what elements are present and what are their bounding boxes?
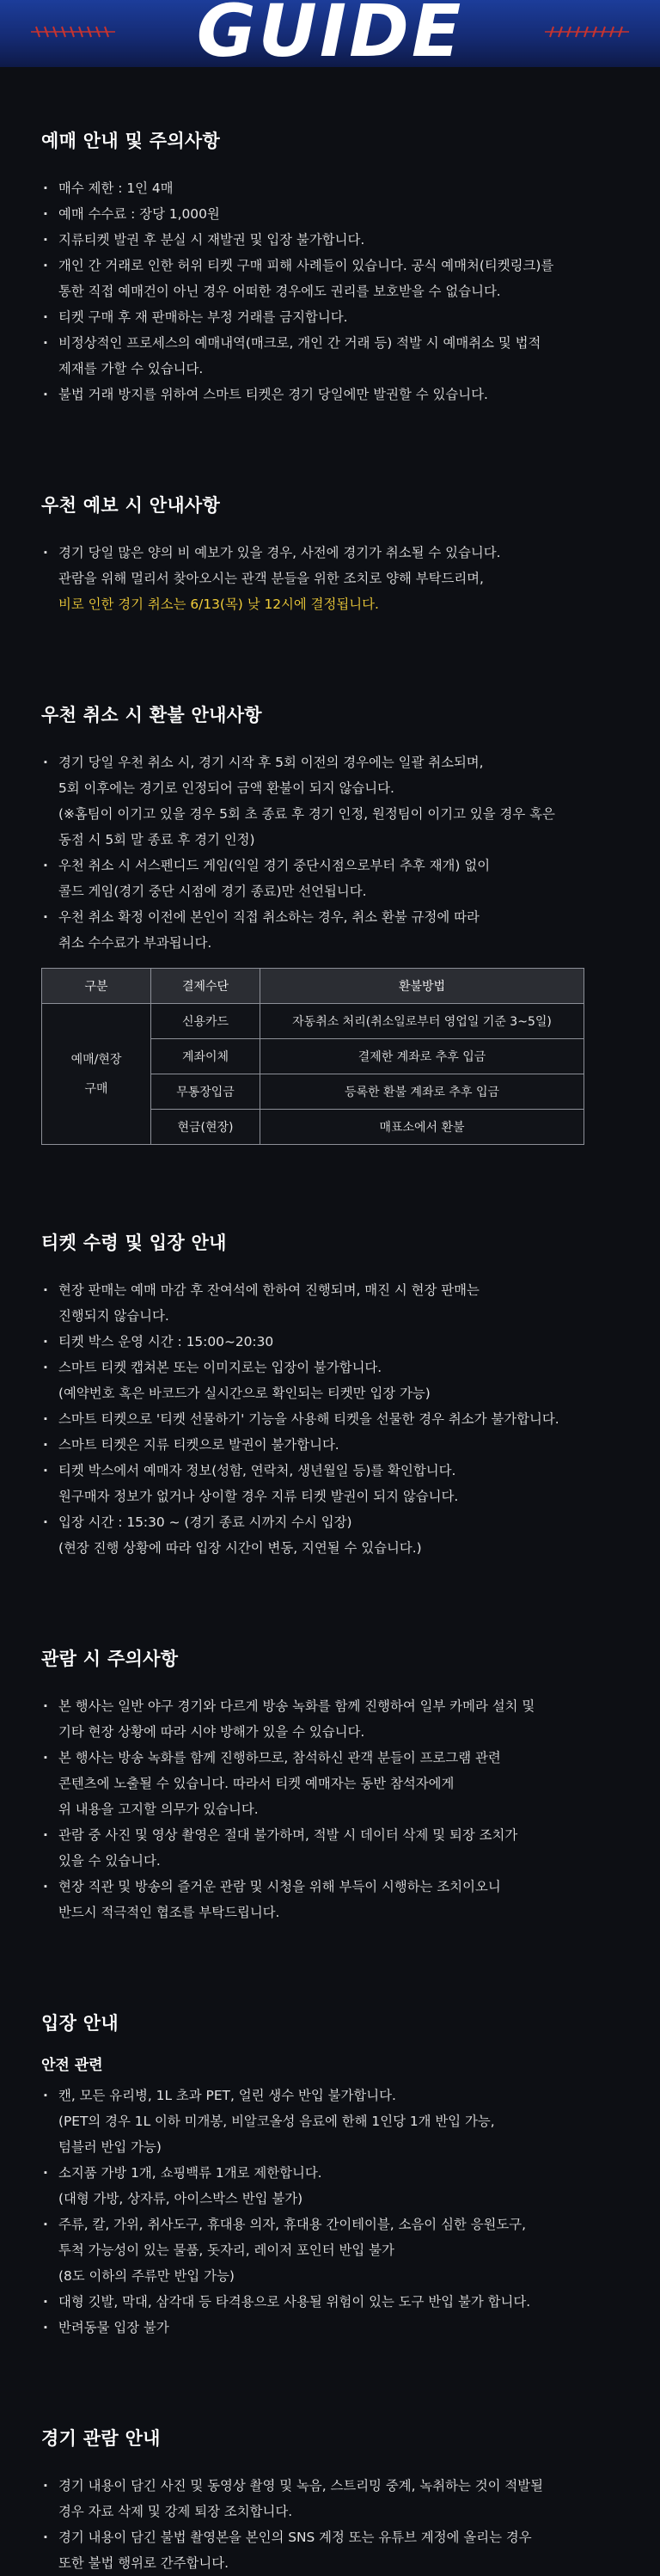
list-item: · 현장 판매는 예매 마감 후 잔여석에 한하여 진행되며, 매진 시 현장 판매는 진행되지 않습니다.: [41, 1277, 626, 1329]
list-item: · 스마트 티켓 캡쳐본 또는 이미지로는 입장이 불가합니다. (예약번호 혹은 바코드가 실시간으로 확인되는 티켓만 입장 가능): [41, 1355, 626, 1406]
section-heading: 입장 안내: [41, 2013, 119, 2034]
list-item: · 경기 내용이 담긴 사진 및 동영상 촬영 및 녹음, 스트리밍 중계, 녹취하는 것이 적발될 경우 자료 삭제 및 강제 퇴장 조치합니다.: [41, 2473, 626, 2524]
section-subheading: 안전 관련: [41, 2057, 103, 2074]
table-cell: 자동취소 처리(취소일로부터 영업일 기준 3~5일): [260, 1004, 584, 1039]
table-cell: 매표소에서 환불: [260, 1110, 584, 1145]
table-cell-group: 예매/현장 구매: [42, 1004, 151, 1145]
list-item: · 경기 내용이 담긴 불법 촬영본을 본인의 SNS 계정 또는 유튜브 계정에 올리는 경우 또한 불법 행위로 간주합니다.: [41, 2524, 626, 2576]
list-item-warning: · 비정상적인 프로세스의 예매내역(매크로, 개인 간 거래 등) 적발 시 예매취소 및 법적 제재를 가할 수 있습니다.: [41, 330, 626, 382]
section-heading: 우천 취소 시 환불 안내사항: [41, 705, 262, 725]
list-item: · 스마트 티켓은 지류 티켓으로 발권이 불가합니다.: [41, 1432, 626, 1458]
list-item-warning: · 개인 간 거래로 인한 허위 티켓 구매 피해 사례들이 있습니다. 공식 예매처(티켓링크)를 통한 직접 예매건이 아닌 경우 어떠한 경우에도 권리를 보호받을 수 없습니다.: [41, 253, 626, 304]
table-cell: 현금(현장): [151, 1110, 260, 1145]
table-header: 결제수단: [151, 969, 260, 1004]
notice-list: [41, 2083, 626, 2340]
baseball-stitch-icon: [545, 22, 629, 41]
table-cell: 계좌이체: [151, 1039, 260, 1074]
table-row: [42, 1004, 584, 1039]
notice-list: [41, 175, 626, 407]
rain-decision-notice: 비로 인한 경기 취소는 6/13(목) 낮 12시에 결정됩니다.: [58, 597, 379, 612]
list-item-warning: · 불법 거래 방지를 위하여 스마트 티켓은 경기 당일에만 발권할 수 있습니다.: [41, 382, 626, 407]
section-viewing-caution: [41, 1645, 626, 1925]
section-rain-refund: [41, 701, 626, 1145]
table-cell: 등록한 환불 계좌로 추후 입금: [260, 1074, 584, 1110]
list-item: · 티켓 박스에서 예매자 정보(성함, 연락처, 생년월일 등)를 확인합니다. 원구매자 정보가 없거나 상이할 경우 지류 티켓 발권이 되지 않습니다.: [41, 1458, 626, 1509]
notice-list: [41, 2473, 626, 2576]
guide-header: [0, 0, 660, 67]
list-item: · 예매 수수료 : 장당 1,000원: [41, 201, 626, 227]
list-item: · 주류, 칼, 가위, 취사도구, 휴대용 의자, 휴대용 간이테이블, 소음이 심한 응원도구, 투척 가능성이 있는 물품, 돗자리, 레이저 포인터 반입 불가 (8도 이하의 주류만 반입 가능): [41, 2212, 626, 2289]
list-item: · 캔, 모든 유리병, 1L 초과 PET, 얼린 생수 반입 불가합니다. (PET의 경우 1L 이하 미개봉, 비알코올성 음료에 한해 1인당 1개 반입 가능, 텀블러 반입 가능): [41, 2083, 626, 2160]
list-item: · 현장 직관 및 방송의 즐거운 관람 및 시청을 위해 부득이 시행하는 조치이오니 반드시 적극적인 협조를 부탁드립니다.: [41, 1874, 626, 1925]
list-item: · 반려동물 입장 불가: [41, 2315, 626, 2340]
list-item: · 경기 당일 우천 취소 시, 경기 시작 후 5회 이전의 경우에는 일괄 취소되며, 5회 이후에는 경기로 인정되어 금액 환불이 되지 않습니다. (※홈팀이 이기고 있을 경우 5회 초 종료 후 경기 인정, 원정팀이 이기고 있을 경우 혹은 동점 시 5회 말 종료 후 경기 인정): [41, 750, 626, 853]
notice-list: [41, 750, 626, 956]
list-item: · 본 행사는 일반 야구 경기와 다르게 방송 녹화를 함께 진행하여 일부 카메라 설치 및 기타 현장 상황에 따라 시야 방해가 있을 수 있습니다.: [41, 1693, 626, 1745]
section-entry-guide: [41, 2010, 626, 2340]
refund-table: [41, 968, 584, 1145]
list-item: · 대형 깃발, 막대, 삼각대 등 타격용으로 사용될 위험이 있는 도구 반입 불가 합니다.: [41, 2289, 626, 2315]
table-header: 구분: [42, 969, 151, 1004]
section-heading: 관람 시 주의사항: [41, 1649, 179, 1669]
list-item: · 입장 시간 : 15:30 ~ (경기 종료 시까지 수시 입장) (현장 진행 상황에 따라 입장 시간이 변동, 지연될 수 있습니다.): [41, 1509, 626, 1561]
table-cell: 신용카드: [151, 1004, 260, 1039]
notice-list: [41, 1693, 626, 1925]
list-item: · 매수 제한 : 1인 4매: [41, 175, 626, 201]
section-ticket-entry: [41, 1229, 626, 1561]
table-header: 환불방법: [260, 969, 584, 1004]
list-item: · 지류티켓 발권 후 분실 시 재발권 및 입장 불가합니다.: [41, 227, 626, 253]
list-item: · 우천 취소 시 서스펜디드 게임(익일 경기 중단시점으로부터 추후 재개) 없이 콜드 게임(경기 중단 시점에 경기 종료)만 선언됩니다.: [41, 853, 626, 904]
list-item: · 스마트 티켓으로 '티켓 선물하기' 기능을 사용해 티켓을 선물한 경우 취소가 불가합니다.: [41, 1406, 626, 1432]
section-booking-notice: [41, 127, 626, 407]
list-item: · 티켓 박스 운영 시간 : 15:00~20:30: [41, 1329, 626, 1355]
list-item: · 소지품 가방 1개, 쇼핑백류 1개로 제한합니다. (대형 가방, 상자류, 아이스박스 반입 불가): [41, 2160, 626, 2212]
notice-list: [41, 540, 626, 617]
list-item: · 우천 취소 확정 이전에 본인이 직접 취소하는 경우, 취소 환불 규정에 따라 취소 수수료가 부과됩니다.: [41, 904, 626, 956]
section-heading: 우천 예보 시 안내사항: [41, 495, 221, 516]
page-title: GUIDE: [196, 0, 464, 67]
list-item: · 관람 중 사진 및 영상 촬영은 절대 불가하며, 적발 시 데이터 삭제 및 퇴장 조치가 있을 수 있습니다.: [41, 1822, 626, 1874]
list-item: · 경기 당일 많은 양의 비 예보가 있을 경우, 사전에 경기가 취소될 수 있습니다. 관람을 위해 멀리서 찾아오시는 관객 분들을 위한 조치로 양해 부탁드리며, 비로 인한 경기 취소는 6/13(목) 낮 12시에 결정됩니다.: [41, 540, 626, 617]
section-heading: 티켓 수령 및 입장 안내: [41, 1233, 227, 1253]
section-heading: 예매 안내 및 주의사항: [41, 131, 221, 151]
list-item-warning: · 티켓 구매 후 재 판매하는 부정 거래를 금지합니다.: [41, 304, 626, 330]
table-cell: 결제한 계좌로 추후 입금: [260, 1039, 584, 1074]
list-item: · 본 행사는 방송 녹화를 함께 진행하므로, 참석하신 관객 분들이 프로그램 관련 콘텐츠에 노출될 수 있습니다. 따라서 티켓 예매자는 동반 참석자에게 위 내용을 고지할 의무가 있습니다.: [41, 1745, 626, 1822]
section-heading: 경기 관람 안내: [41, 2428, 161, 2449]
section-game-viewing: [41, 2425, 626, 2576]
section-rain-forecast: [41, 492, 626, 617]
notice-list: [41, 1277, 626, 1561]
guide-content: [0, 67, 660, 2576]
table-cell: 무통장입금: [151, 1074, 260, 1110]
